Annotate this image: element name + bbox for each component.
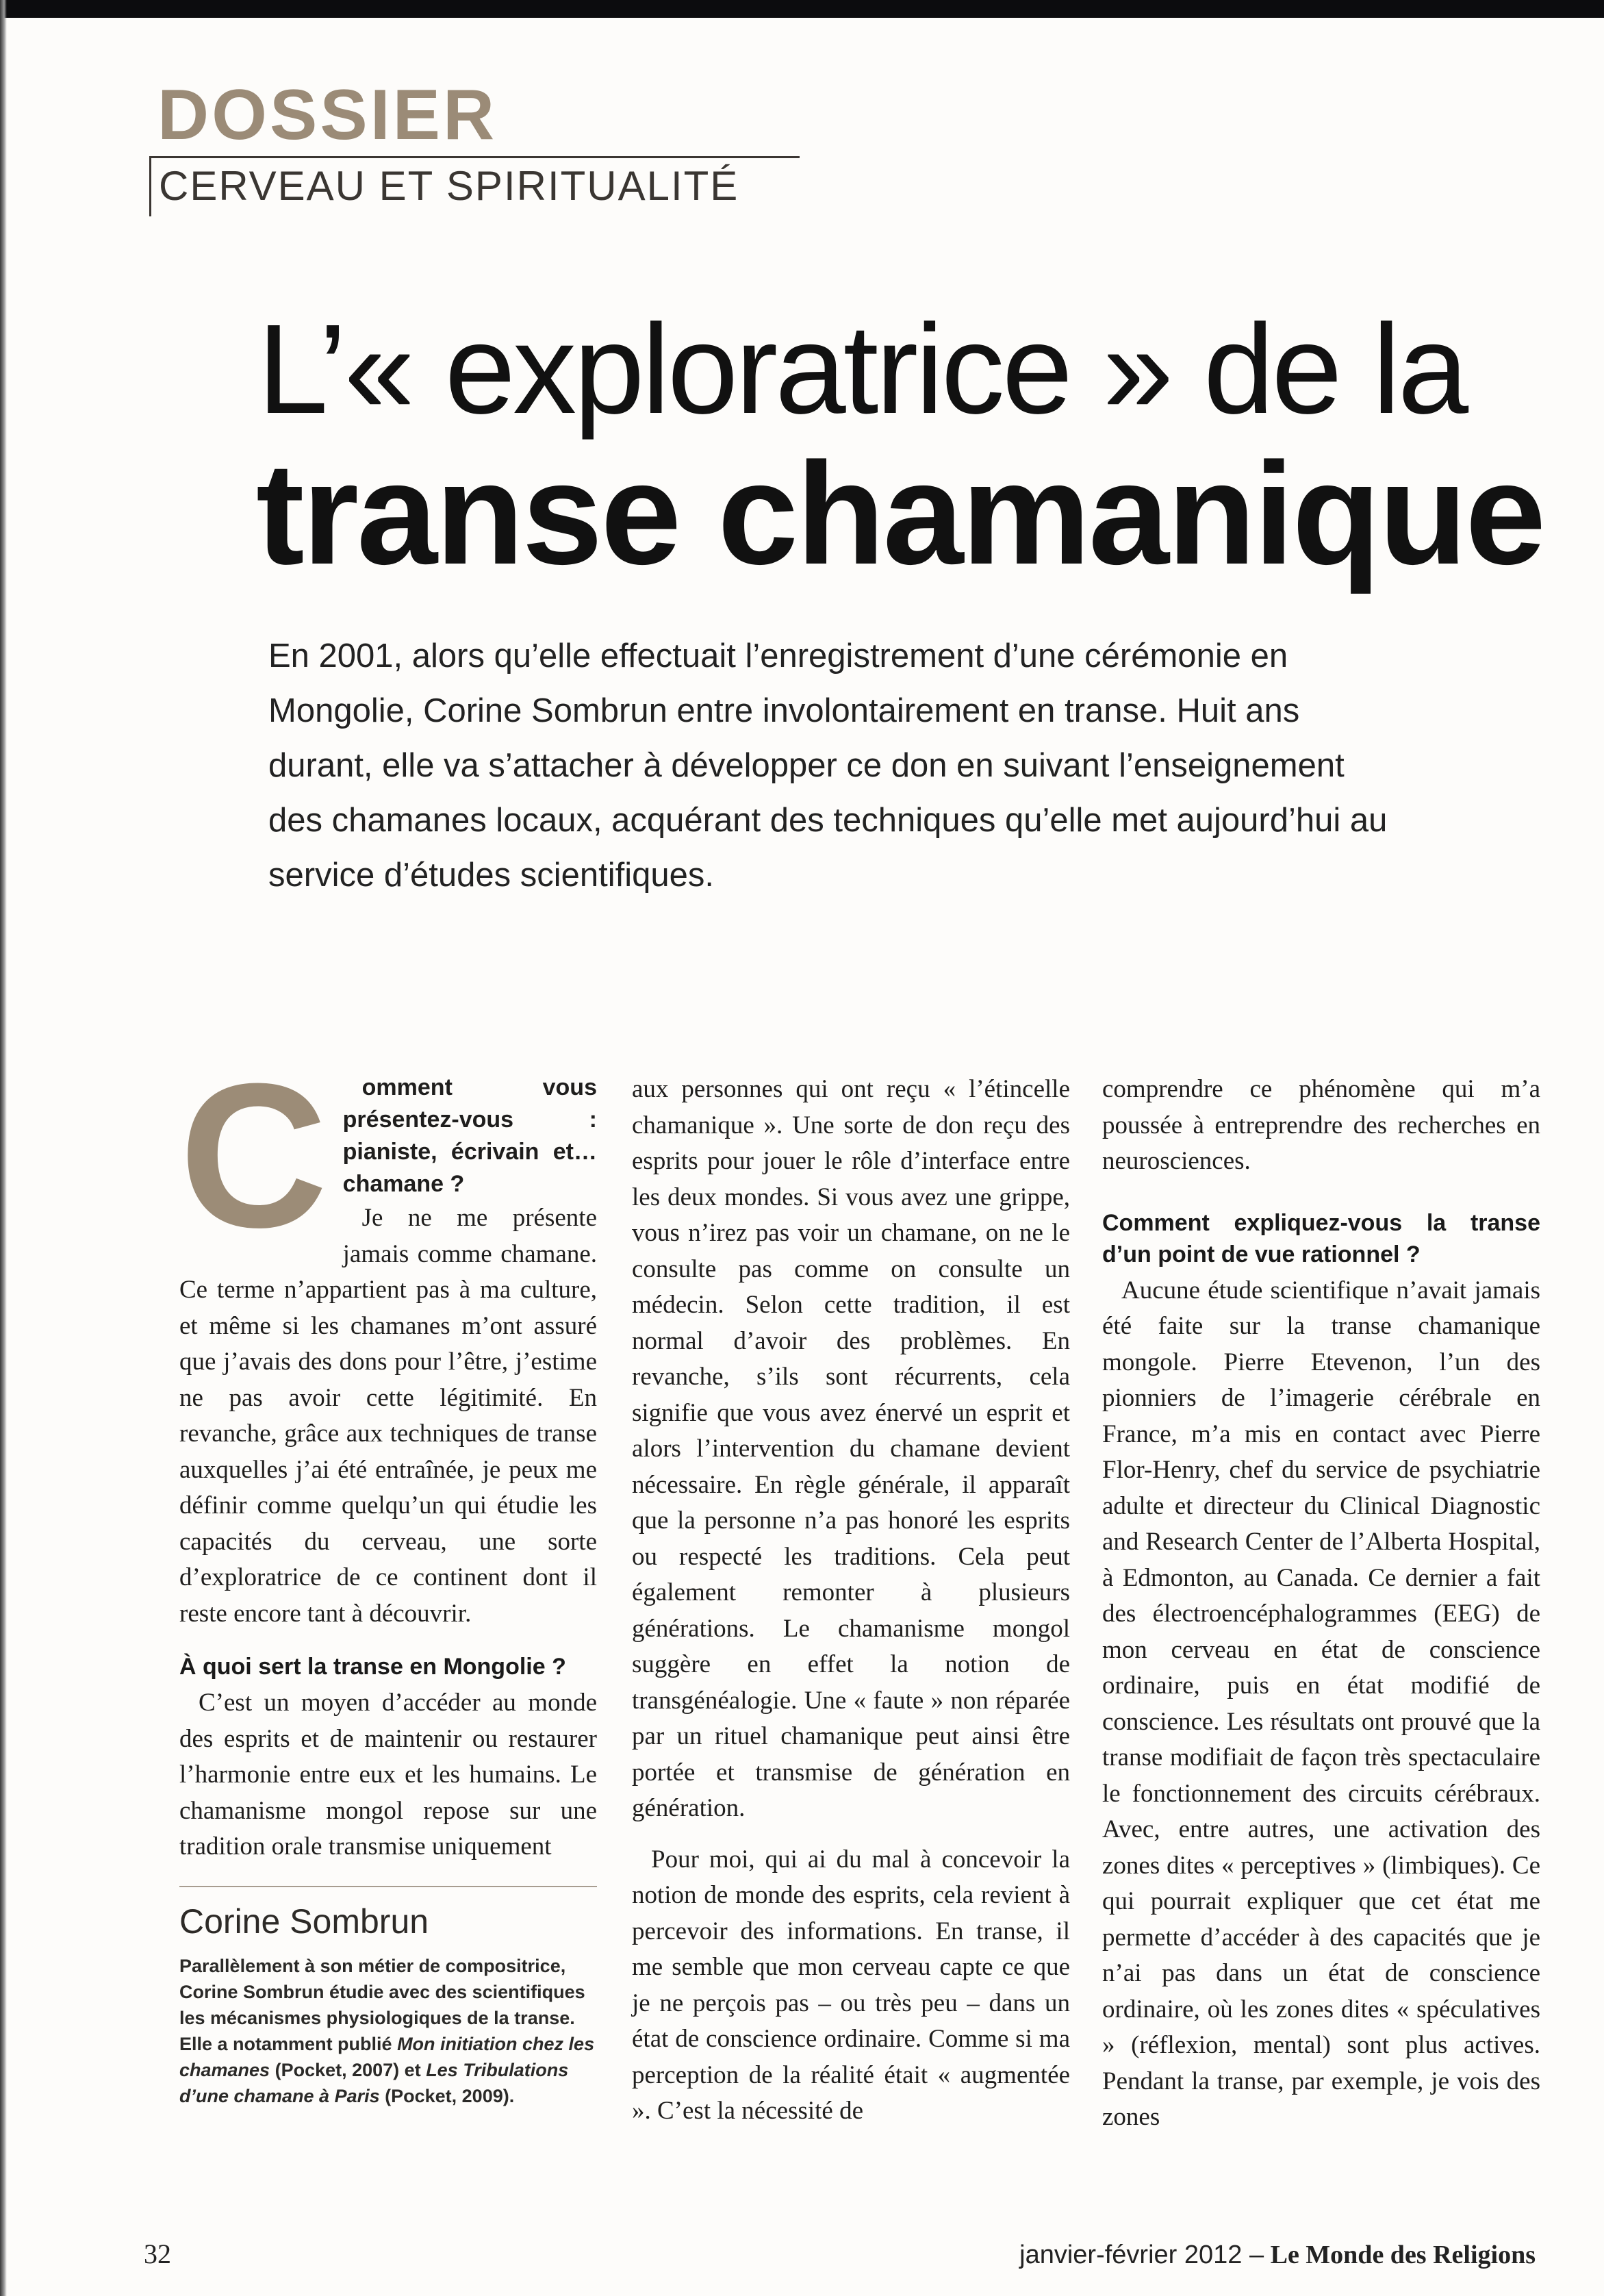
- section-header: [149, 75, 800, 209]
- question-2: À quoi sert la transe en Mongolie ?: [179, 1654, 566, 1680]
- section-label: DOSSIER: [157, 75, 498, 155]
- section-vertical-rule: [149, 156, 151, 216]
- bio-book-2: Les Tribulations d’une chamane à Paris: [179, 2059, 569, 2106]
- page-footer: [1019, 2239, 1536, 2271]
- section-subtitle: CERVEAU ET SPIRITUALITÉ: [159, 163, 739, 209]
- answer-3: Aucune étude scientifique n’avait jamais été faite sur la transe chamanique mongole. Pierre Etevenon, l’un des pionniers de l’imagerie cérébrale en France, m’a mis en contact avec Pierre Flor-Henry, chef du service de psychiatrie adulte et directeur du Clinical Diagnostic and Research Center de l’Alberta Hospital, à Edmonton, au Canada. Ce dernier a fait des électroencéphalogrammes (EEG) de mon cerveau en état de conscience ordinaire, puis en état modifié de conscience. Les résultats ont prouvé que la transe modifiait de façon très spectaculaire le fonctionnement des circuits cérébraux. Avec, entre autres, une activation des zones dites « perceptives » (limbiques). Ce qui pourrait expliquer que cet état me permette d’accéder à des capacités que je n’ai pas dans un état de conscience ordinaire, où les zones dites « spéculatives » (réflexion, mental) sont plus actives. Pendant la transe, par exemple, je vois des zones: [1102, 1276, 1540, 2131]
- bio-separator: [179, 1886, 597, 1887]
- scan-left-edge: [0, 0, 7, 2296]
- column-2: [632, 1072, 1070, 2130]
- column-2-paragraph-2: Pour moi, qui ai du mal à concevoir la notion de monde des esprits, cela revient à percevoir des informations. En transe, il me semble que mon cerveau capte ce que je ne perçois pas – ou très peu – dans un état de conscience ordinaire. Comme si ma perception de la réalité était « augmentée ». C’est la nécessité de: [632, 1845, 1070, 2125]
- question-3: Comment expliquez-vous la transe d’un point de vue rationnel ?: [1102, 1209, 1540, 1267]
- bio-text-part-2: (Pocket, 2007) et: [270, 2059, 427, 2080]
- answer-1: Je ne me présente jamais comme chamane. Ce terme n’appartient pas à ma culture, et même si les chamanes m’ont assuré que j’avais des dons pour l’être, j’estime ne pas avoir cette légitimité. En revanche, grâce aux techniques de transe auxquelles j’ai été entraînée, je peux me définir comme quelqu’un qui étudie les capacités du cerveau, une sorte d’exploratrice de ce continent dont il reste encore tant à découvrir.: [179, 1204, 597, 1628]
- bio-text: [179, 1953, 597, 2109]
- column-3: [1102, 1072, 1540, 2136]
- bio-book-1: Mon initiation chez les chamanes: [179, 2033, 595, 2080]
- headline-line-1: L’« exploratrice » de la: [257, 299, 1466, 440]
- article-lead: En 2001, alors qu’elle effectuait l’enregistrement d’une cérémonie en Mongolie, Corine Sombrun entre involontairement en transe. Huit ans durant, elle va s’attacher à développer ce don en suivant l’enseignement des chamanes locaux, acquérant des techniques qu’elle met aujourd’hui au service d’études scientifiques.: [268, 638, 1388, 894]
- question-1: omment vous présentez-vous : pianiste, écrivain et… chamane ?: [342, 1074, 597, 1197]
- column-1: [179, 1040, 597, 2109]
- drop-cap: C: [179, 1040, 328, 1270]
- headline-line-2: transe chamanique: [256, 432, 1544, 594]
- scan-top-edge: [0, 0, 1604, 18]
- bio-text-part-3: (Pocket, 2009).: [379, 2085, 515, 2106]
- bio-text-part-1: Parallèlement à son métier de compositrice, Corine Sombrun étudie avec des scientifiques les mécanismes physiologiques de la transe. Elle a notamment publié: [179, 1955, 585, 2054]
- article-headline: [256, 299, 1558, 594]
- footer-magazine: Le Monde des Religions: [1270, 2241, 1536, 2269]
- column-2-paragraph-1: aux personnes qui ont reçu « l’étincelle chamanique ». Une sorte de don reçu des esprits pour jouer le rôle d’interface entre les deux mondes. Si vous avez une grippe, vous n’irez pas voir un chamane, on ne le consulte pas comme on consulte un médecin. Selon cette tradition, il est normal d’avoir des problèmes. En revanche, s’ils sont récurrents, cela signifie que vous avez énervé un esprit et alors l’intervention du chamane devient nécessaire. En règle générale, il apparaît que la personne n’a pas honoré les esprits ou respecté les traditions. Cela peut également remonter à plusieurs générations. Le chamanisme mongol suggère en effet la notion de transgénéalogie. Une « faute » non réparée par un rituel chamanique peut ainsi être portée et transmise de génération en génération.: [632, 1075, 1070, 1822]
- bio-name: Corine Sombrun: [179, 1902, 429, 1941]
- answer-2: C’est un moyen d’accéder au monde des esprits et de maintenir ou restaurer l’harmonie entre eux et les humains. Le chamanisme mongol repose sur une tradition orale transmise uniquement: [179, 1689, 597, 1860]
- column-3-paragraph-1: comprendre ce phénomène qui m’a poussée à entreprendre des recherches en neurosciences.: [1102, 1075, 1540, 1175]
- section-rule: [149, 156, 800, 158]
- footer-date: janvier-février 2012 –: [1019, 2241, 1264, 2269]
- page-number: 32: [144, 2238, 171, 2269]
